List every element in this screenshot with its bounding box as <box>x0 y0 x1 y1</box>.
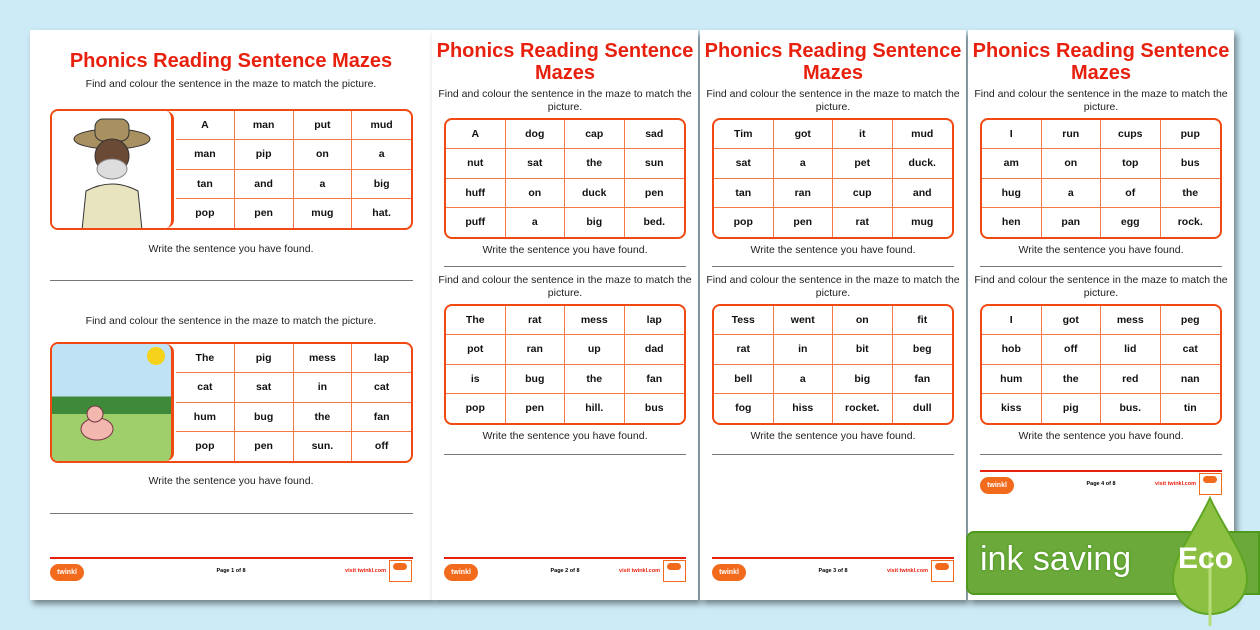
answer-line[interactable] <box>444 454 686 455</box>
twinkl-logo: twinkl <box>50 564 84 581</box>
maze-grid <box>176 111 411 228</box>
sentence-maze <box>444 304 686 425</box>
page-number: Page 3 of 8 <box>818 568 848 574</box>
maze-grid <box>446 306 684 423</box>
maze-word-cell[interactable]: cat <box>352 373 411 402</box>
maze-word-cell[interactable]: dog <box>506 120 566 149</box>
instruction-text: Find and colour the sentence in the maze to match the picture. <box>85 78 377 90</box>
maze-word-cell[interactable]: cup <box>833 179 893 208</box>
maze-word-cell[interactable]: fog <box>714 394 774 423</box>
maze-word-cell[interactable]: fit <box>893 306 953 335</box>
maze-word-cell[interactable]: ran <box>774 179 834 208</box>
maze-word-cell[interactable]: Tess <box>714 306 774 335</box>
instruction-text: Find and colour the sentence in the maze to match the picture. <box>85 315 377 327</box>
maze-word-cell[interactable]: pop <box>446 394 506 423</box>
sentence-maze <box>50 109 413 230</box>
maze-word-cell[interactable]: nut <box>446 149 506 178</box>
maze-grid <box>714 306 952 423</box>
maze-word-cell[interactable]: of <box>1101 179 1161 208</box>
maze-word-cell[interactable]: top <box>1101 149 1161 178</box>
maze-word-cell[interactable]: pen <box>506 394 566 423</box>
visit-link[interactable]: visit twinkl.com <box>345 568 386 574</box>
visit-link[interactable]: visit twinkl.com <box>887 568 928 574</box>
maze-word-cell[interactable]: pip <box>235 140 294 169</box>
maze-word-cell[interactable]: puff <box>446 208 506 237</box>
answer-line[interactable] <box>980 266 1222 267</box>
maze-word-cell[interactable]: a <box>506 208 566 237</box>
maze-word-cell[interactable]: on <box>1042 149 1102 178</box>
maze-word-cell[interactable]: bus <box>1161 149 1221 178</box>
maze-word-cell[interactable]: mud <box>352 111 411 140</box>
maze-word-cell[interactable]: and <box>893 179 953 208</box>
maze-word-cell[interactable]: duck. <box>893 149 953 178</box>
maze-word-cell[interactable]: rat <box>833 208 893 237</box>
maze-word-cell[interactable]: a <box>774 365 834 394</box>
maze-word-cell[interactable]: egg <box>1101 208 1161 237</box>
maze-word-cell[interactable]: hen <box>982 208 1042 237</box>
sentence-maze <box>50 342 413 463</box>
maze-word-cell[interactable]: big <box>565 208 625 237</box>
footer-divider <box>980 470 1222 472</box>
maze-picture <box>52 344 174 461</box>
maze-word-cell[interactable]: The <box>176 344 235 373</box>
twinkl-logo: twinkl <box>980 477 1014 494</box>
maze-word-cell[interactable]: tan <box>714 179 774 208</box>
answer-line[interactable] <box>980 454 1222 455</box>
maze-word-cell[interactable]: pen <box>774 208 834 237</box>
maze-word-cell[interactable]: up <box>565 335 625 364</box>
maze-word-cell[interactable]: hob <box>982 335 1042 364</box>
maze-word-cell[interactable]: on <box>294 140 353 169</box>
visit-link[interactable]: visit twinkl.com <box>1155 481 1196 487</box>
maze-word-cell[interactable]: mug <box>911 216 934 229</box>
page-title: Phonics Reading Sentence Mazes <box>436 40 694 84</box>
visit-link[interactable]: visit twinkl.com <box>619 568 660 574</box>
eco-badge-icon <box>931 560 954 582</box>
maze-word-cell[interactable]: run <box>1042 120 1102 149</box>
maze-word-cell[interactable]: hill. <box>565 394 625 423</box>
twinkl-logo: twinkl <box>444 564 478 581</box>
answer-line[interactable] <box>712 454 954 455</box>
maze-grid <box>982 120 1220 237</box>
maze-word-cell[interactable]: rocket. <box>833 394 893 423</box>
page-title: Phonics Reading Sentence Mazes <box>69 50 393 72</box>
maze-word-cell[interactable]: it <box>833 120 893 149</box>
maze-word-cell[interactable]: rock. <box>1177 216 1203 229</box>
maze-word-cell[interactable]: pen <box>235 199 294 228</box>
maze-word-cell[interactable]: bit <box>833 335 893 364</box>
maze-word-cell[interactable]: the <box>565 149 625 178</box>
maze-word-cell[interactable]: tin <box>1183 402 1197 415</box>
page-title: Phonics Reading Sentence Mazes <box>704 40 962 84</box>
maze-word-cell[interactable]: a <box>294 170 353 199</box>
write-prompt: Write the sentence you have found. <box>750 244 916 256</box>
maze-word-cell[interactable]: sat <box>506 149 566 178</box>
maze-word-cell[interactable]: duck <box>565 179 625 208</box>
answer-line[interactable] <box>444 266 686 267</box>
eco-badge-icon <box>389 560 412 582</box>
maze-word-cell[interactable]: pup <box>1161 120 1221 149</box>
maze-word-cell[interactable]: nan <box>1161 365 1221 394</box>
maze-word-cell[interactable]: I <box>982 306 1042 335</box>
maze-word-cell[interactable]: pan <box>1042 208 1102 237</box>
maze-word-cell[interactable]: peg <box>1161 306 1221 335</box>
write-prompt: Write the sentence you have found. <box>148 475 314 487</box>
maze-word-cell[interactable]: bug <box>235 403 294 432</box>
maze-word-cell[interactable]: got <box>774 120 834 149</box>
maze-word-cell[interactable]: pop <box>714 208 774 237</box>
maze-word-cell[interactable]: the <box>1161 179 1221 208</box>
instruction-text: Find and colour the sentence in the maze to match the picture. <box>438 274 692 299</box>
maze-word-cell[interactable]: The <box>446 306 506 335</box>
maze-word-cell[interactable]: fan <box>352 403 411 432</box>
maze-word-cell[interactable]: pig <box>1042 394 1102 423</box>
maze-word-cell[interactable]: is <box>446 365 506 394</box>
footer-divider <box>712 557 954 559</box>
maze-word-cell[interactable]: sat <box>235 373 294 402</box>
maze-word-cell[interactable]: got <box>1042 306 1102 335</box>
maze-word-cell[interactable]: cap <box>565 120 625 149</box>
maze-word-cell[interactable]: lap <box>352 344 411 373</box>
maze-word-cell[interactable]: a <box>352 140 411 169</box>
maze-word-cell[interactable]: hum <box>982 365 1042 394</box>
maze-word-cell[interactable]: hum <box>176 403 235 432</box>
maze-word-cell[interactable]: bell <box>714 365 774 394</box>
maze-word-cell[interactable]: put <box>294 111 353 140</box>
maze-word-cell[interactable]: bus. <box>1101 394 1161 423</box>
footer-divider <box>444 557 686 559</box>
maze-word-cell[interactable]: rat <box>714 335 774 364</box>
eco-badge-icon <box>663 560 686 582</box>
maze-word-cell[interactable]: dad <box>625 335 685 364</box>
write-prompt: Write the sentence you have found. <box>750 430 916 442</box>
maze-word-cell[interactable]: sat <box>714 149 774 178</box>
maze-word-cell[interactable]: man <box>235 111 294 140</box>
page-number: Page 2 of 8 <box>550 568 580 574</box>
sentence-maze <box>980 118 1222 239</box>
maze-word-cell[interactable]: A <box>176 111 235 140</box>
maze-word-cell[interactable]: Tim <box>714 120 774 149</box>
maze-word-cell[interactable]: mess <box>294 344 353 373</box>
maze-word-cell[interactable]: the <box>565 365 625 394</box>
maze-word-cell[interactable]: off <box>1042 335 1102 364</box>
footer-divider <box>50 557 413 559</box>
maze-word-cell[interactable]: I <box>982 120 1042 149</box>
maze-word-cell[interactable]: am <box>982 149 1042 178</box>
maze-word-cell[interactable]: a <box>774 149 834 178</box>
maze-grid <box>982 306 1220 423</box>
maze-word-cell[interactable]: rat <box>506 306 566 335</box>
maze-word-cell[interactable]: A <box>446 120 506 149</box>
maze-word-cell[interactable]: red <box>1101 365 1161 394</box>
instruction-text: Find and colour the sentence in the maze to match the picture. <box>974 88 1228 113</box>
maze-word-cell[interactable]: mess <box>565 306 625 335</box>
maze-word-cell[interactable]: pop <box>176 199 235 228</box>
maze-word-cell[interactable]: beg <box>893 335 953 364</box>
maze-word-cell[interactable]: hug <box>982 179 1042 208</box>
instruction-text: Find and colour the sentence in the maze to match the picture. <box>438 88 692 113</box>
answer-line[interactable] <box>50 280 413 281</box>
maze-word-cell[interactable]: and <box>235 170 294 199</box>
maze-word-cell[interactable]: lid <box>1101 335 1161 364</box>
twinkl-logo: twinkl <box>712 564 746 581</box>
maze-word-cell[interactable]: mess <box>1101 306 1161 335</box>
maze-word-cell[interactable]: the <box>1042 365 1102 394</box>
instruction-text: Find and colour the sentence in the maze to match the picture. <box>974 274 1228 299</box>
pig-illustration <box>52 344 171 461</box>
page-number: Page 1 of 8 <box>216 568 246 574</box>
maze-word-cell[interactable]: pop <box>176 432 235 461</box>
eco-banner-text: ink saving <box>980 540 1132 578</box>
write-prompt: Write the sentence you have found. <box>482 244 648 256</box>
eco-label: Eco <box>1178 542 1234 575</box>
worksheet-page <box>30 30 432 600</box>
maze-word-cell[interactable]: fan <box>625 365 685 394</box>
maze-word-cell[interactable]: in <box>294 373 353 402</box>
maze-word-cell[interactable]: on <box>506 179 566 208</box>
sentence-maze <box>712 304 954 425</box>
maze-word-cell[interactable]: huff <box>446 179 506 208</box>
write-prompt: Write the sentence you have found. <box>482 430 648 442</box>
maze-word-cell[interactable]: sad <box>625 120 685 149</box>
write-prompt: Write the sentence you have found. <box>1018 430 1184 442</box>
maze-word-cell[interactable]: cups <box>1101 120 1161 149</box>
instruction-text: Find and colour the sentence in the maze to match the picture. <box>706 274 960 299</box>
maze-word-cell[interactable]: mud <box>893 120 953 149</box>
maze-word-cell[interactable]: hat. <box>372 207 391 220</box>
worksheet-page <box>700 30 966 600</box>
maze-word-cell[interactable]: cat <box>176 373 235 402</box>
maze-word-cell[interactable]: fan <box>893 365 953 394</box>
write-prompt: Write the sentence you have found. <box>148 243 314 255</box>
maze-word-cell[interactable]: went <box>774 306 834 335</box>
man-illustration <box>52 111 171 228</box>
maze-word-cell[interactable]: hiss <box>774 394 834 423</box>
maze-grid <box>446 120 684 237</box>
maze-word-cell[interactable]: big <box>833 365 893 394</box>
maze-grid <box>176 344 411 461</box>
sentence-maze <box>712 118 954 239</box>
maze-word-cell[interactable]: dull <box>912 402 932 415</box>
maze-word-cell[interactable]: ran <box>506 335 566 364</box>
maze-word-cell[interactable]: lap <box>625 306 685 335</box>
maze-word-cell[interactable]: bus <box>644 402 664 415</box>
maze-word-cell[interactable]: a <box>1042 179 1102 208</box>
maze-word-cell[interactable]: tan <box>176 170 235 199</box>
page-number: Page 4 of 8 <box>1086 481 1116 487</box>
maze-word-cell[interactable]: bed. <box>643 216 666 229</box>
maze-picture <box>52 111 174 228</box>
maze-word-cell[interactable]: kiss <box>982 394 1042 423</box>
maze-word-cell[interactable]: the <box>294 403 353 432</box>
maze-word-cell[interactable]: big <box>352 170 411 199</box>
sentence-maze <box>980 304 1222 425</box>
instruction-text: Find and colour the sentence in the maze to match the picture. <box>706 88 960 113</box>
answer-line[interactable] <box>712 266 954 267</box>
write-prompt: Write the sentence you have found. <box>1018 244 1184 256</box>
maze-grid <box>714 120 952 237</box>
worksheet-page <box>432 30 698 600</box>
maze-word-cell[interactable]: bug <box>506 365 566 394</box>
sentence-maze <box>444 118 686 239</box>
maze-word-cell[interactable]: sun. <box>294 432 353 461</box>
answer-line[interactable] <box>50 513 413 514</box>
maze-word-cell[interactable]: cat <box>1161 335 1221 364</box>
page-title: Phonics Reading Sentence Mazes <box>972 40 1230 84</box>
maze-word-cell[interactable]: pen <box>235 432 294 461</box>
maze-word-cell[interactable]: off <box>374 440 389 453</box>
maze-word-cell[interactable]: on <box>833 306 893 335</box>
maze-word-cell[interactable]: mug <box>294 199 353 228</box>
maze-word-cell[interactable]: sun <box>625 149 685 178</box>
maze-word-cell[interactable]: in <box>774 335 834 364</box>
maze-word-cell[interactable]: pig <box>235 344 294 373</box>
maze-word-cell[interactable]: pen <box>625 179 685 208</box>
maze-word-cell[interactable]: pet <box>833 149 893 178</box>
maze-word-cell[interactable]: man <box>176 140 235 169</box>
eco-badge-icon <box>1199 473 1222 495</box>
maze-word-cell[interactable]: pot <box>446 335 506 364</box>
